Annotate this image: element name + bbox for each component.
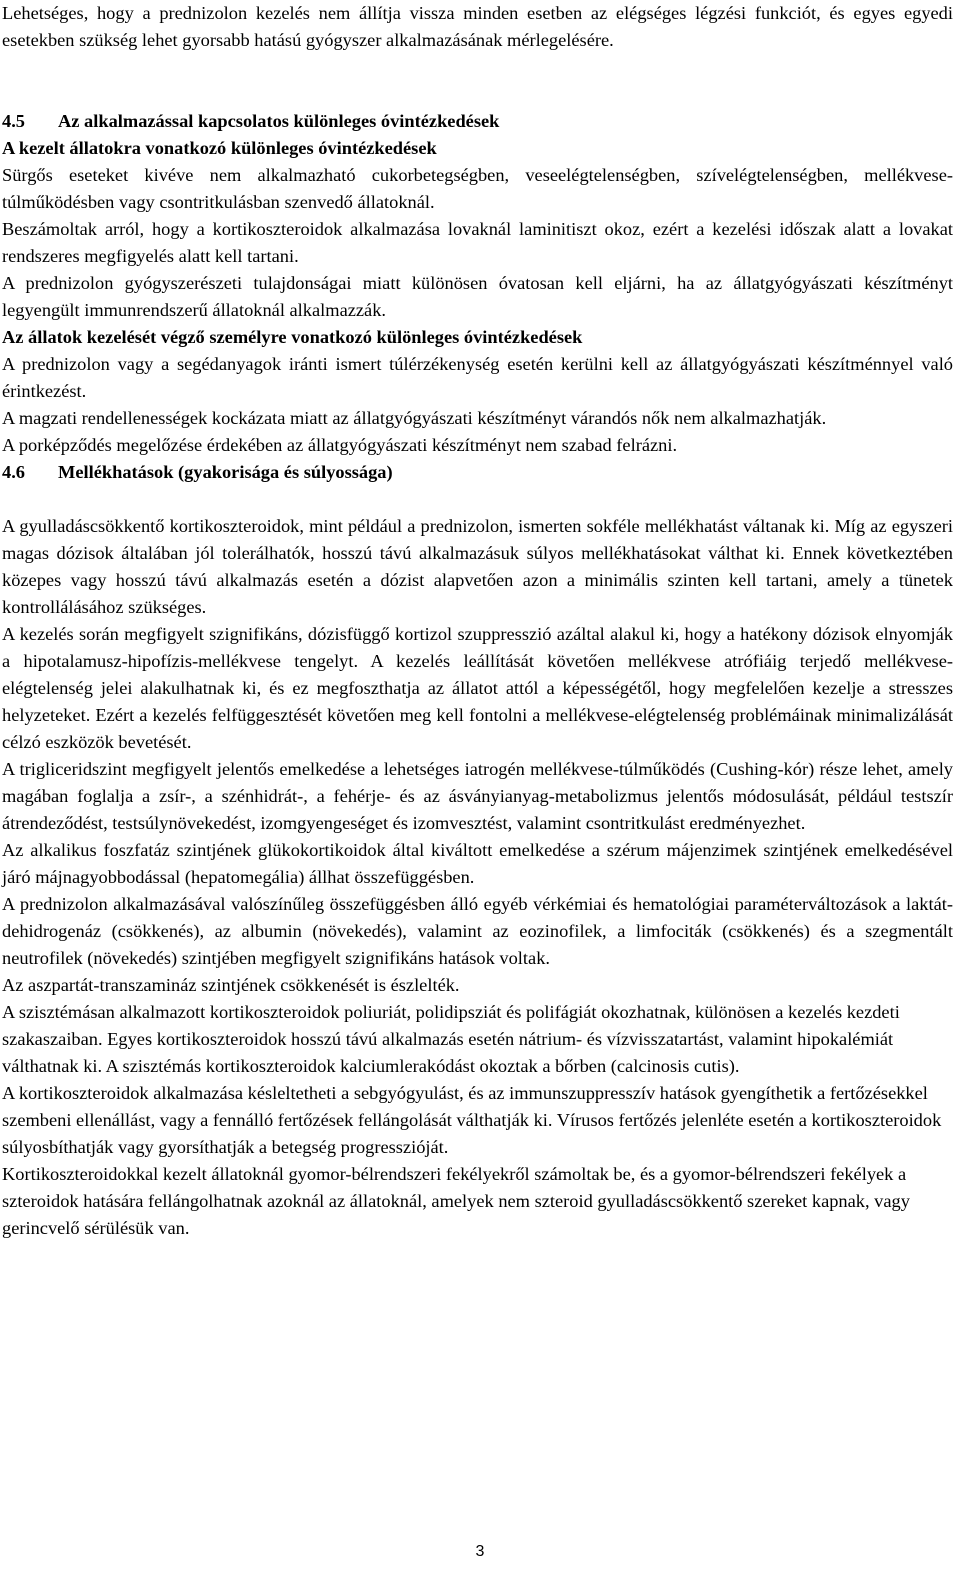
subsection-title-treated-animals: A kezelt állatokra vonatkozó különleges óvintézkedések [2, 138, 437, 158]
intro-paragraph: Lehetséges, hogy a prednizolon kezelés nem állítja vissza minden esetben az elégséges légzési funkciót, és egyes egyedi esetekben szükség lehet gyorsabb hatású gyógyszer alkalmazásának mérlegelésére. [2, 3, 953, 50]
paragraph: Kortikoszteroidokkal kezelt állatoknál gyomor-bélrendszeri fekélyekről számoltak be, és a gyomor-bélrendszeri fekélyek a szteroidok hatására fellángolhatnak azoknál az állatoknál, amelyek nem szteroid gyulladáscsökkentő szereket kapnak, vagy gerincvelő sérülésük van. [2, 1164, 910, 1238]
subsection-title-operator: Az állatok kezelését végző személyre vonatkozó különleges óvintézkedések [2, 327, 583, 347]
section-number: 4.6 [2, 462, 25, 482]
paragraph: A prednizolon alkalmazásával valószínűleg összefüggésben álló egyéb vérkémiai és hematológiai paraméterváltozások a laktát-dehidrogenáz (csökkenés), az albumin (növekedés), valamint az eozinofilek, a limfociták (csökkenés) és a szegmentált neutrofilek (növekedés) szintjében megfigyelt szignifikáns hatások voltak. [2, 894, 953, 968]
paragraph: A prednizolon vagy a segédanyagok iránti ismert túlérzékenység esetén kerülni kell az állatgyógyászati készítménnyel való érintkezést. [2, 354, 953, 401]
paragraph: A kortikoszteroidok alkalmazása késleltetheti a sebgyógyulást, és az immunszuppresszív hatások gyengíthetik a fertőzésekkel szembeni ellenállást, vagy a fennálló fertőzések fellángolását válthatják ki. Vírusos fertőzés jelenléte esetén a kortikoszteroidok súlyosbíthatják vagy gyorsíthatják a betegség progresszióját. [2, 1083, 942, 1157]
paragraph: Az aszpartát-transzamináz szintjének csökkenését is észlelték. [2, 975, 460, 995]
section-4-5-heading [2, 108, 953, 135]
paragraph: A gyulladáscsökkentő kortikoszteroidok, mint például a prednizolon, ismerten sokféle mellékhatást váltanak ki. Míg az egyszeri magas dózisok általában jól tolerálhatók, hosszú távú alkalmazásuk súlyos mellékhatásokat válthat ki. Ennek következtében közepes vagy hosszú távú alkalmazás esetén a dózist alapvetően azon a minimális szinten kell tartani, amely a tünetek kontrollálásához szükséges. [2, 516, 953, 617]
page-number: 3 [475, 1543, 485, 1560]
paragraph: Sürgős eseteket kivéve nem alkalmazható cukorbetegségben, veseelégtelenségben, szívelégtelenségben, mellékvese-túlműködésben vagy csontritkulásban szenvedő állatoknál. [2, 165, 953, 212]
paragraph: A porképződés megelőzése érdekében az állatgyógyászati készítményt nem szabad felrázni. [2, 435, 678, 455]
paragraph: A magzati rendellenességek kockázata miatt az állatgyógyászati készítményt várandós nők nem alkalmazhatják. [2, 408, 827, 428]
paragraph: A prednizolon gyógyszerészeti tulajdonságai miatt különösen óvatosan kell eljárni, ha az állatgyógyászati készítményt legyengült immunrendszerű állatoknál alkalmazzák. [2, 273, 953, 320]
section-title: Mellékhatások (gyakorisága és súlyossága) [58, 462, 393, 482]
paragraph: A trigliceridszint megfigyelt jelentős emelkedése a lehetséges iatrogén mellékvese-túlműködés (Cushing-kór) része lehet, amely magában foglalja a zsír-, a szénhidrát-, a fehérje- és az ásványianyag-metabolizmus jelentős módosulását, például testszír átrendeződést, testsúlynövekedést, izomgyengeséget és izomvesztést, valamint csontritkulást eredményezhet. [2, 759, 953, 833]
paragraph: Beszámoltak arról, hogy a kortikoszteroidok alkalmazása lovaknál laminitiszt okoz, ezért a kezelési időszak alatt a lovakat rendszeres megfigyelés alatt kell tartani. [2, 219, 953, 266]
section-4-6-heading [2, 459, 953, 486]
paragraph: A kezelés során megfigyelt szignifikáns, dózisfüggő kortizol szuppresszió azáltal alakul ki, hogy a hatékony dózisok elnyomják a hipotalamusz-hipofízis-mellékvese tengelyt. A kezelés leállítását követően mellékvese atrófiáig terjedő mellékvese-elégtelenség jelei alakulhatnak ki, és ez megfoszthatja az állatot attól a képességétől, hogy megfelelően kezelje a stresszes helyzeteket. Ezért a kezelés felfüggesztését követően meg kell fontolni a mellékvese-elégtelenség problémáinak minimalizálását célzó eszközök bevetését. [2, 624, 953, 752]
paragraph: Az alkalikus foszfatáz szintjének glükokortikoidok által kiváltott emelkedése a szérum májenzimek szintjének emelkedésével járó májnagyobbodással (hepatomegália) állhat összefüggésben. [2, 840, 953, 887]
section-number: 4.5 [2, 111, 25, 131]
section-title: Az alkalmazással kapcsolatos különleges óvintézkedések [58, 111, 500, 131]
paragraph: A szisztémásan alkalmazott kortikoszteroidok poliuriát, polidipsziát és polifágiát okozhatnak, különösen a kezelés kezdeti szakaszaiban. Egyes kortikoszteroidok hosszú távú alkalmazás esetén nátrium- és vízvisszatartást, valamint hipokalémiát válthatnak ki. A szisztémás kortikoszteroidok kalciumlerakódást okoztak a bőrben (calcinosis cutis). [2, 1002, 900, 1076]
